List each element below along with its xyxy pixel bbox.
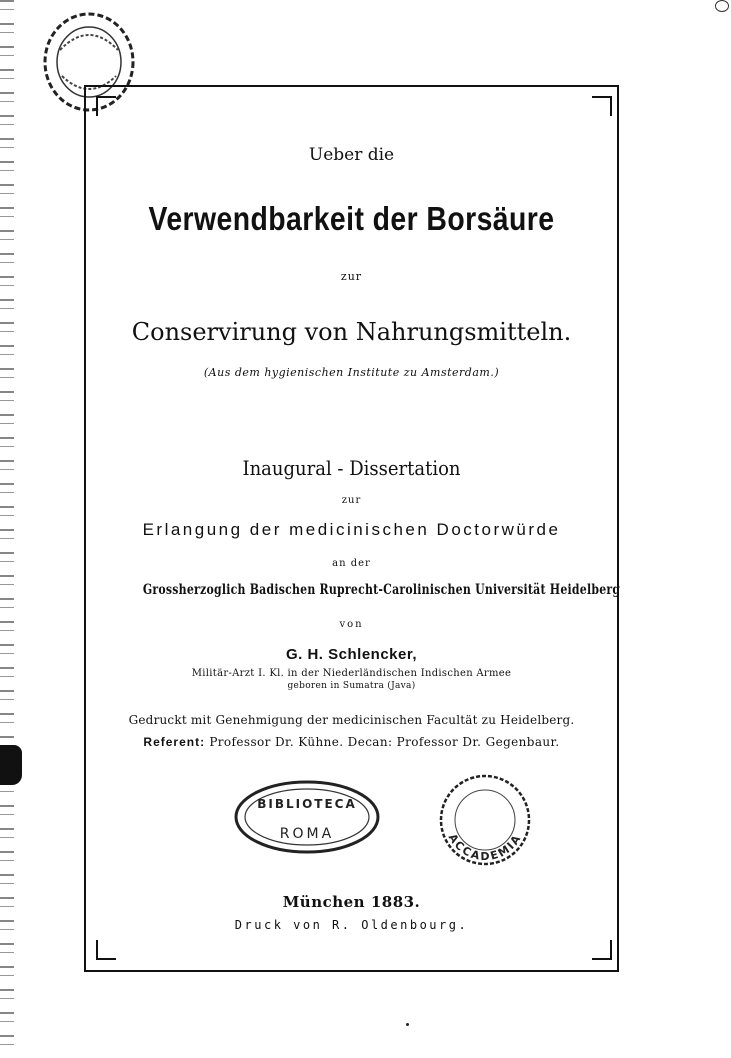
- heading-ueber-die: Ueber die: [308, 145, 395, 165]
- dissertation-label: Inaugural - Dissertation: [242, 456, 461, 480]
- author-name: G. H. Schlencker,: [285, 646, 418, 663]
- ink-dot: [406, 1023, 409, 1026]
- corner-ornament: [96, 96, 116, 116]
- svg-text:ACCADEMIA: [446, 831, 525, 863]
- referent-text: Professor Dr. Kühne. Decan: Professor Dr. Gegenbaur.: [209, 735, 560, 749]
- connector-von: von: [339, 619, 364, 630]
- corner-ornament: [592, 96, 612, 116]
- ink-blot: [0, 745, 22, 785]
- place-year: München 1883.: [282, 893, 421, 911]
- stamp-text-bottom: ROMA: [279, 826, 335, 842]
- connector-an-der: an der: [332, 558, 371, 569]
- stamp-text-top: BIBLIOTECA: [257, 797, 357, 811]
- academy-stamp-round: [430, 770, 540, 870]
- referent-label: Referent:: [143, 735, 206, 749]
- corner-ornament: [96, 940, 116, 960]
- subtitle: Conservirung von Nahrungsmitteln.: [131, 318, 572, 346]
- corner-ornament: [592, 940, 612, 960]
- connector-zur: zur: [340, 270, 363, 283]
- author-birth: geboren in Sumatra (Java): [287, 681, 416, 691]
- printer: Druck von R. Oldenbourg.: [234, 918, 469, 932]
- main-title: Verwendbarkeit der Borsäure: [148, 200, 555, 237]
- stamp-round-text: ACCADEMIA: [445, 831, 525, 864]
- author-position: Militär-Arzt I. Kl. in der Niederländischen Indischen Armee: [191, 668, 512, 679]
- scan-mark: [715, 0, 729, 12]
- degree-purpose: Erlangung der medicinischen Doctorwürde: [142, 520, 561, 539]
- printing-permission: Gedruckt mit Genehmigung der medicinischen Facultät zu Heidelberg.: [128, 713, 575, 727]
- university-name: Grossherzoglich Badischen Ruprecht-Carolinischen Universität Heidelberg: [142, 582, 621, 598]
- institute-note: (Aus dem hygienischen Institute zu Amsterdam.): [203, 366, 500, 379]
- scan-edge: [0, 0, 14, 1058]
- library-stamp-oval: [232, 778, 382, 856]
- referent-line: [84, 735, 619, 749]
- connector-zur-2: zur: [341, 495, 362, 506]
